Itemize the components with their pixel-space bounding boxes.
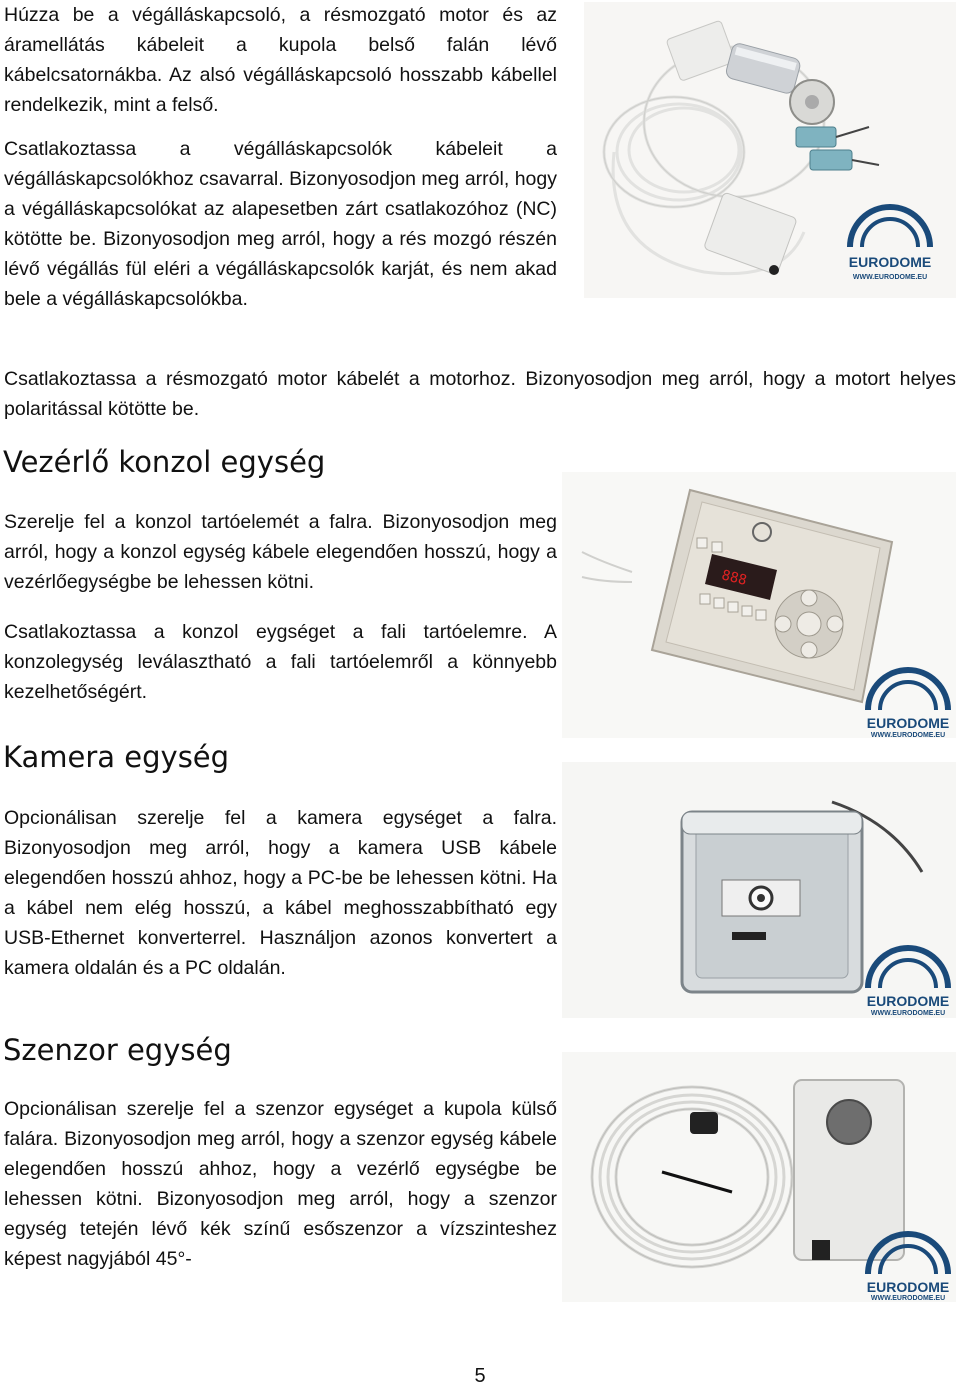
heading-sensor-unit: Szenzor egység — [3, 1033, 232, 1067]
watermark-url: WWW.EURODOME.EU — [852, 274, 928, 281]
watermark-brand: EURODOME — [866, 1279, 950, 1295]
watermark-brand: EURODOME — [848, 254, 932, 270]
photo-sensor-unit — [562, 1052, 956, 1302]
paragraph-sensor: Opcionálisan szerelje fel a szenzor egységet a kupola külső falára. Bizonyosodjon meg arról, hogy a szenzor egység kábele elegendően hosszú ahhoz, hogy a vezérlő egységbe be lehessen kötni. Bizonyosodjon meg arról, hogy a szenzor egység tetején lévő kék színű esőszenzor a vízszinteshez képest nagyjából 45°- — [4, 1098, 557, 1270]
watermark-url: WWW.EURODOME.EU — [870, 1295, 946, 1302]
heading-camera-unit: Kamera egység — [3, 740, 230, 774]
watermark-brand: EURODOME — [866, 993, 950, 1009]
photo-camera-unit — [562, 762, 956, 1018]
paragraph-motor-cable: Csatlakoztassa a résmozgató motor kábelét a motorhoz. Bizonyosodjon meg arról, hogy a motort helyes polaritással kötötte be. — [4, 368, 956, 420]
page-number: 5 — [474, 1365, 486, 1387]
watermark-url: WWW.EURODOME.EU — [870, 732, 946, 738]
watermark-brand: EURODOME — [866, 715, 950, 731]
paragraph-console-mount: Szerelje fel a konzol tartóelemét a falra. Bizonyosodjon meg arról, hogy a konzol egység kábele elegendően hosszú, hogy a vezérlőegységbe be lehessen kötni. — [4, 511, 557, 593]
watermark-url: WWW.EURODOME.EU — [870, 1010, 946, 1017]
paragraph-camera: Opcionálisan szerelje fel a kamera egységet a falra. Bizonyosodjon meg arról, hogy a kamera USB kábele elegendően hosszú ahhoz, hogy a PC-be be lehessen kötni. Ha a kábel nem elég hosszú, a kábel meghosszabbítható egy USB-Ethernet konverterrel. Használjon azonos konvertert a kamera oldalán és a PC oldalán. — [4, 807, 557, 979]
paragraph-limit-switches: Csatlakoztassa a végálláskapcsolók kábeleit a végálláskapcsolókhoz csavarral. Bizonyosodjon meg arról, hogy a végálláskapcsolókat az alapesetben zárt csatlakozóhoz (NC) kötötte be. Bizonyosodjon meg arról, hogy a rés mozgó részén lévő végállás fül eléri a végálláskapcsolók karját, és nem akad bele a végálláskapcsolókba. — [4, 138, 557, 310]
photo-console-unit — [562, 472, 956, 738]
paragraph-cable-routing: Húzza be a végálláskapcsoló, a résmozgató motor és az áramellátás kábeleit a kupola belső falán lévő kábelcsatornákba. Az alsó végálláskapcsoló hosszabb kábellel rendelkezik, mint a felső. — [4, 4, 557, 116]
heading-console-unit: Vezérlő konzol egység — [3, 445, 326, 479]
paragraph-console-attach: Csatlakoztassa a konzol eygséget a fali tartóelemre. A konzolegység leválasztható a fali tartóelemről a könnyebb kezelhetőségért. — [4, 621, 557, 703]
svg-text:888: 888 — [719, 567, 749, 589]
photo-motor-limit-switches — [584, 2, 956, 298]
